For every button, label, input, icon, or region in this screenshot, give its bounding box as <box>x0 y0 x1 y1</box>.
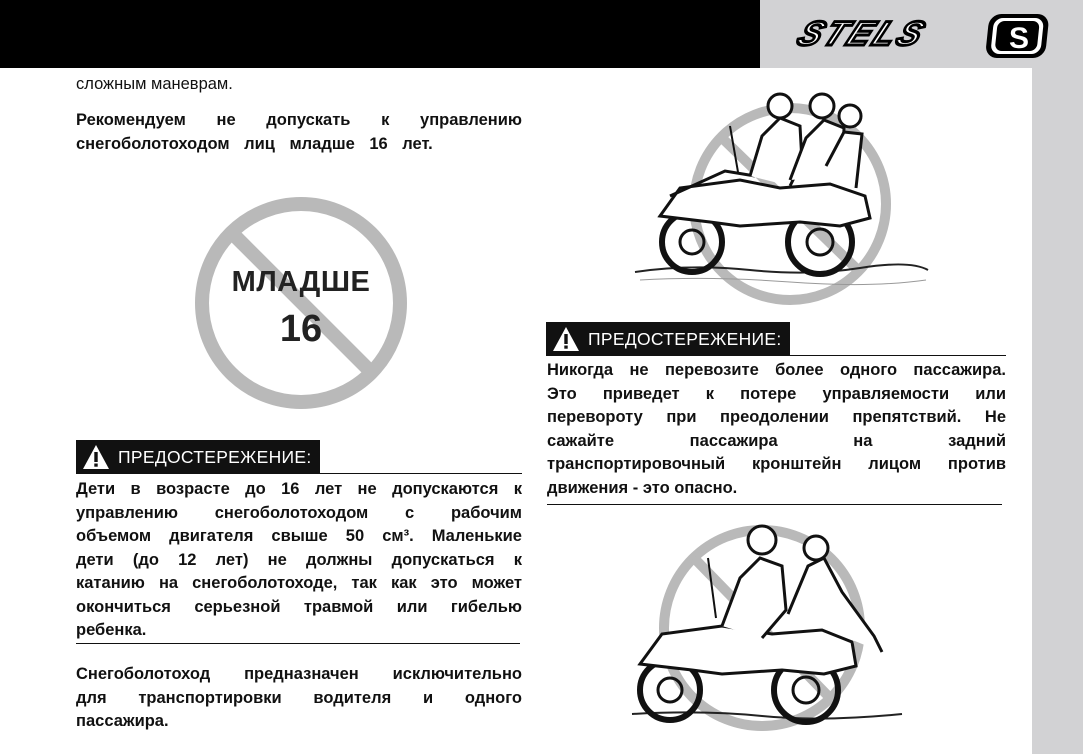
warning-label <box>76 440 320 474</box>
warning-rule <box>790 355 1006 356</box>
intro-fragment: сложным маневрам. <box>76 75 233 93</box>
text-line: для транспортировки водителя и одного <box>76 688 522 707</box>
text-line: перевороту при преодолении препятствий. Не <box>547 408 1006 426</box>
text-line: Это приведет к потере управляемости или <box>547 384 1006 403</box>
purpose-paragraph <box>76 663 522 734</box>
sign-number: 16 <box>279 308 323 350</box>
text-line: управлению снегоболотоходом с рабочим <box>76 503 522 522</box>
warning-rule <box>320 473 522 474</box>
stels-logo <box>760 0 1083 68</box>
brand-logo-area <box>760 0 1083 68</box>
warning-label <box>546 322 790 356</box>
warning-passenger-text <box>547 359 1006 500</box>
illustration-atv-extra-passengers <box>630 76 930 306</box>
atv-illustration-1 <box>630 76 930 306</box>
text-line: Никогда не перевозите более одного пассажира. <box>547 361 1006 379</box>
recommendation-line: Рекомендуем не допускать к управлению <box>76 111 522 129</box>
page-side-strip <box>1032 68 1083 754</box>
text-line: Снегоболотоход предназначен исключительно <box>76 665 522 683</box>
warning-heading-passenger <box>546 322 1006 356</box>
text-line: окончиться серьезной травмой или гибелью <box>76 597 522 616</box>
atv-illustration-2 <box>612 518 912 750</box>
text-line: ребенка. <box>76 619 520 644</box>
recommendation-paragraph <box>76 109 522 156</box>
text-line: пассажира. <box>76 712 169 730</box>
brand-mark: S <box>1008 22 1030 55</box>
prohibition-icon <box>194 196 408 410</box>
text-line: дети (до 12 лет) не должны допускаться к <box>76 550 522 569</box>
text-line: движения - это опасно. <box>547 478 738 497</box>
warning-heading-text: ПРЕДОСТЕРЕЖЕНИЕ: <box>118 446 312 467</box>
warning-bottom-rule <box>547 504 1002 505</box>
recommendation-line: снегоболотоходом лиц младше 16 лет. <box>76 134 433 153</box>
warning-triangle-icon <box>552 326 580 352</box>
text-line: объемом двигателя свыше 50 см³. Маленькие <box>76 527 522 545</box>
text-line: транспортировочный кронштейн лицом против <box>547 455 1006 473</box>
warning-heading-children <box>76 440 522 474</box>
brand-wordmark: STELS <box>791 14 934 53</box>
header-bar <box>0 0 760 68</box>
warning-children-text <box>76 478 522 644</box>
age-prohibition-sign <box>194 196 408 410</box>
sign-word: МЛАДШЕ <box>231 266 371 298</box>
illustration-atv-rear-passenger <box>612 518 912 750</box>
warning-heading-text: ПРЕДОСТЕРЕЖЕНИЕ: <box>588 328 782 349</box>
text-line: сажайте пассажира на задний <box>547 431 1006 450</box>
warning-triangle-icon <box>82 444 110 470</box>
text-line: катанию на снегоболотоходе, так как это может <box>76 574 522 592</box>
text-line: Дети в возрасте до 16 лет не допускаются к <box>76 480 522 498</box>
